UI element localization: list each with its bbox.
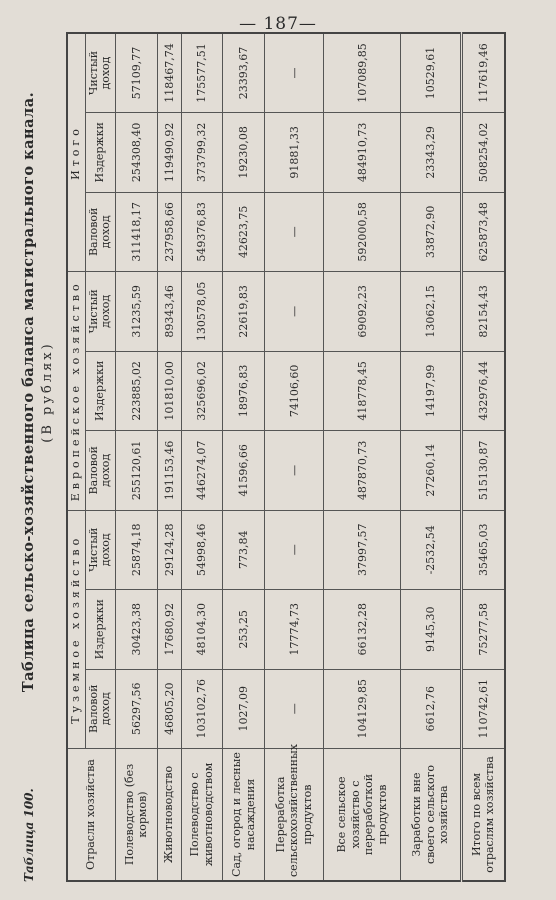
table-cell: 13062,15	[401, 272, 462, 352]
table-cell: 118467,74	[157, 33, 181, 113]
table-cell: 42623,75	[223, 192, 265, 271]
table-cell: 35465,03	[461, 510, 505, 590]
row-label: Итого по всем отраслям хозяйства	[461, 749, 505, 881]
table-row	[223, 33, 265, 881]
table-cell: 254308,40	[115, 113, 157, 192]
table-cell: 23393,67	[223, 33, 265, 113]
sub-header-gross: Валовой доход	[85, 431, 115, 510]
table-cell: 74106,60	[264, 351, 323, 430]
table-cell: 23343,29	[401, 113, 462, 192]
table-cell: 418778,45	[324, 351, 401, 430]
table-cell: 175577,51	[181, 33, 223, 113]
table-row	[401, 33, 462, 881]
table-cell: 515130,87	[461, 431, 505, 510]
table-cell: 56297,56	[115, 669, 157, 748]
table-cell: 29124,28	[157, 510, 181, 590]
table-cell: —	[264, 272, 323, 352]
table-cell: 31235,59	[115, 272, 157, 352]
table-cell: 592000,58	[324, 192, 401, 271]
table-title: Таблица сельско-хозяйственного баланса магистрального канала.	[20, 91, 37, 693]
table-cell: —	[264, 510, 323, 590]
table-row	[264, 33, 323, 881]
row-label: Все сельское хозяйство с переработкой продуктов	[324, 749, 401, 881]
rotated-table-block	[20, 22, 530, 882]
table-cell: 191153,46	[157, 431, 181, 510]
table-cell: 18976,83	[223, 351, 265, 430]
group-header-total: Итого	[67, 33, 85, 272]
row-label: Сад, огород и лесные насаждения	[223, 749, 265, 881]
table-cell: 325696,02	[181, 351, 223, 430]
table-cell: 14197,99	[401, 351, 462, 430]
table-cell: 82154,43	[461, 272, 505, 352]
table-row	[181, 33, 223, 881]
row-label: Переработка сельскохозяйственных продуктов	[264, 749, 323, 881]
table-cell: —	[264, 669, 323, 748]
table-cell: 223885,02	[115, 351, 157, 430]
table-cell: 237958,66	[157, 192, 181, 271]
table-cell: -2532,54	[401, 510, 462, 590]
table-cell: 253,25	[223, 590, 265, 669]
table-cell: —	[264, 192, 323, 271]
table-row	[157, 33, 181, 881]
table-cell: 9145,30	[401, 590, 462, 669]
table-cell: 508254,02	[461, 113, 505, 192]
table-row	[324, 33, 401, 881]
table-cell: 1027,09	[223, 669, 265, 748]
table-cell: 625873,48	[461, 192, 505, 271]
sub-header-costs: Издержки	[85, 113, 115, 192]
table-cell: 57109,77	[115, 33, 157, 113]
row-label: Полеводство (без кормов)	[115, 749, 157, 881]
table-subtitle: (В рублях)	[40, 341, 55, 443]
table-row	[115, 33, 157, 881]
table-cell: 446274,07	[181, 431, 223, 510]
group-header-european: Европейское хозяйство	[67, 272, 85, 510]
table-cell: 432976,44	[461, 351, 505, 430]
table-cell: 311418,17	[115, 192, 157, 271]
table-caption: Таблица 100.	[22, 788, 36, 882]
table-cell: 10529,61	[401, 33, 462, 113]
table-cell: 30423,38	[115, 590, 157, 669]
table-cell: 46805,20	[157, 669, 181, 748]
sub-header-costs: Издержки	[85, 590, 115, 669]
table-cell: 487870,73	[324, 431, 401, 510]
row-label: Животноводство	[157, 749, 181, 881]
sub-header-gross: Валовой доход	[85, 669, 115, 748]
table-cell: 75277,58	[461, 590, 505, 669]
table-cell: 25874,18	[115, 510, 157, 590]
table-cell: 130578,05	[181, 272, 223, 352]
balance-table	[66, 32, 506, 882]
sub-header-net: Чистый доход	[85, 33, 115, 113]
group-header-row	[67, 33, 85, 881]
table-cell: 17680,92	[157, 590, 181, 669]
sub-header-costs: Издержки	[85, 351, 115, 430]
table-cell: 484910,73	[324, 113, 401, 192]
table-cell: 373799,32	[181, 113, 223, 192]
table-cell: 17774,73	[264, 590, 323, 669]
row-label: Полеводство с животноводством	[181, 749, 223, 881]
table-cell: 91881,33	[264, 113, 323, 192]
sub-header-net: Чистый доход	[85, 510, 115, 590]
branches-header: Отрасли хозяйства	[67, 749, 115, 881]
table-cell: 54998,46	[181, 510, 223, 590]
row-label: Заработки вне своего сельского хозяйства	[401, 749, 462, 881]
table-cell: —	[264, 431, 323, 510]
sub-header-net: Чистый доход	[85, 272, 115, 352]
table-cell: 103102,76	[181, 669, 223, 748]
page-number: — 187—	[239, 14, 317, 34]
table-cell: 117619,46	[461, 33, 505, 113]
table-cell: 33872,90	[401, 192, 462, 271]
table-cell: 104129,85	[324, 669, 401, 748]
table-cell: 66132,28	[324, 590, 401, 669]
table-cell: 255120,61	[115, 431, 157, 510]
table-cell: —	[264, 33, 323, 113]
table-cell: 773,84	[223, 510, 265, 590]
table-row-total	[461, 33, 505, 881]
group-header-native: Туземное хозяйство	[67, 510, 85, 748]
table-cell: 22619,83	[223, 272, 265, 352]
table-cell: 110742,61	[461, 669, 505, 748]
table-cell: 89343,46	[157, 272, 181, 352]
table-cell: 37997,57	[324, 510, 401, 590]
table-cell: 69092,23	[324, 272, 401, 352]
table-cell: 119490,92	[157, 113, 181, 192]
table-cell: 41596,66	[223, 431, 265, 510]
table-cell: 107089,85	[324, 33, 401, 113]
sub-header-gross: Валовой доход	[85, 192, 115, 271]
table-cell: 549376,83	[181, 192, 223, 271]
table-cell: 6612,76	[401, 669, 462, 748]
table-cell: 48104,30	[181, 590, 223, 669]
table-cell: 19230,08	[223, 113, 265, 192]
table-cell: 27260,14	[401, 431, 462, 510]
table-cell: 101810,00	[157, 351, 181, 430]
